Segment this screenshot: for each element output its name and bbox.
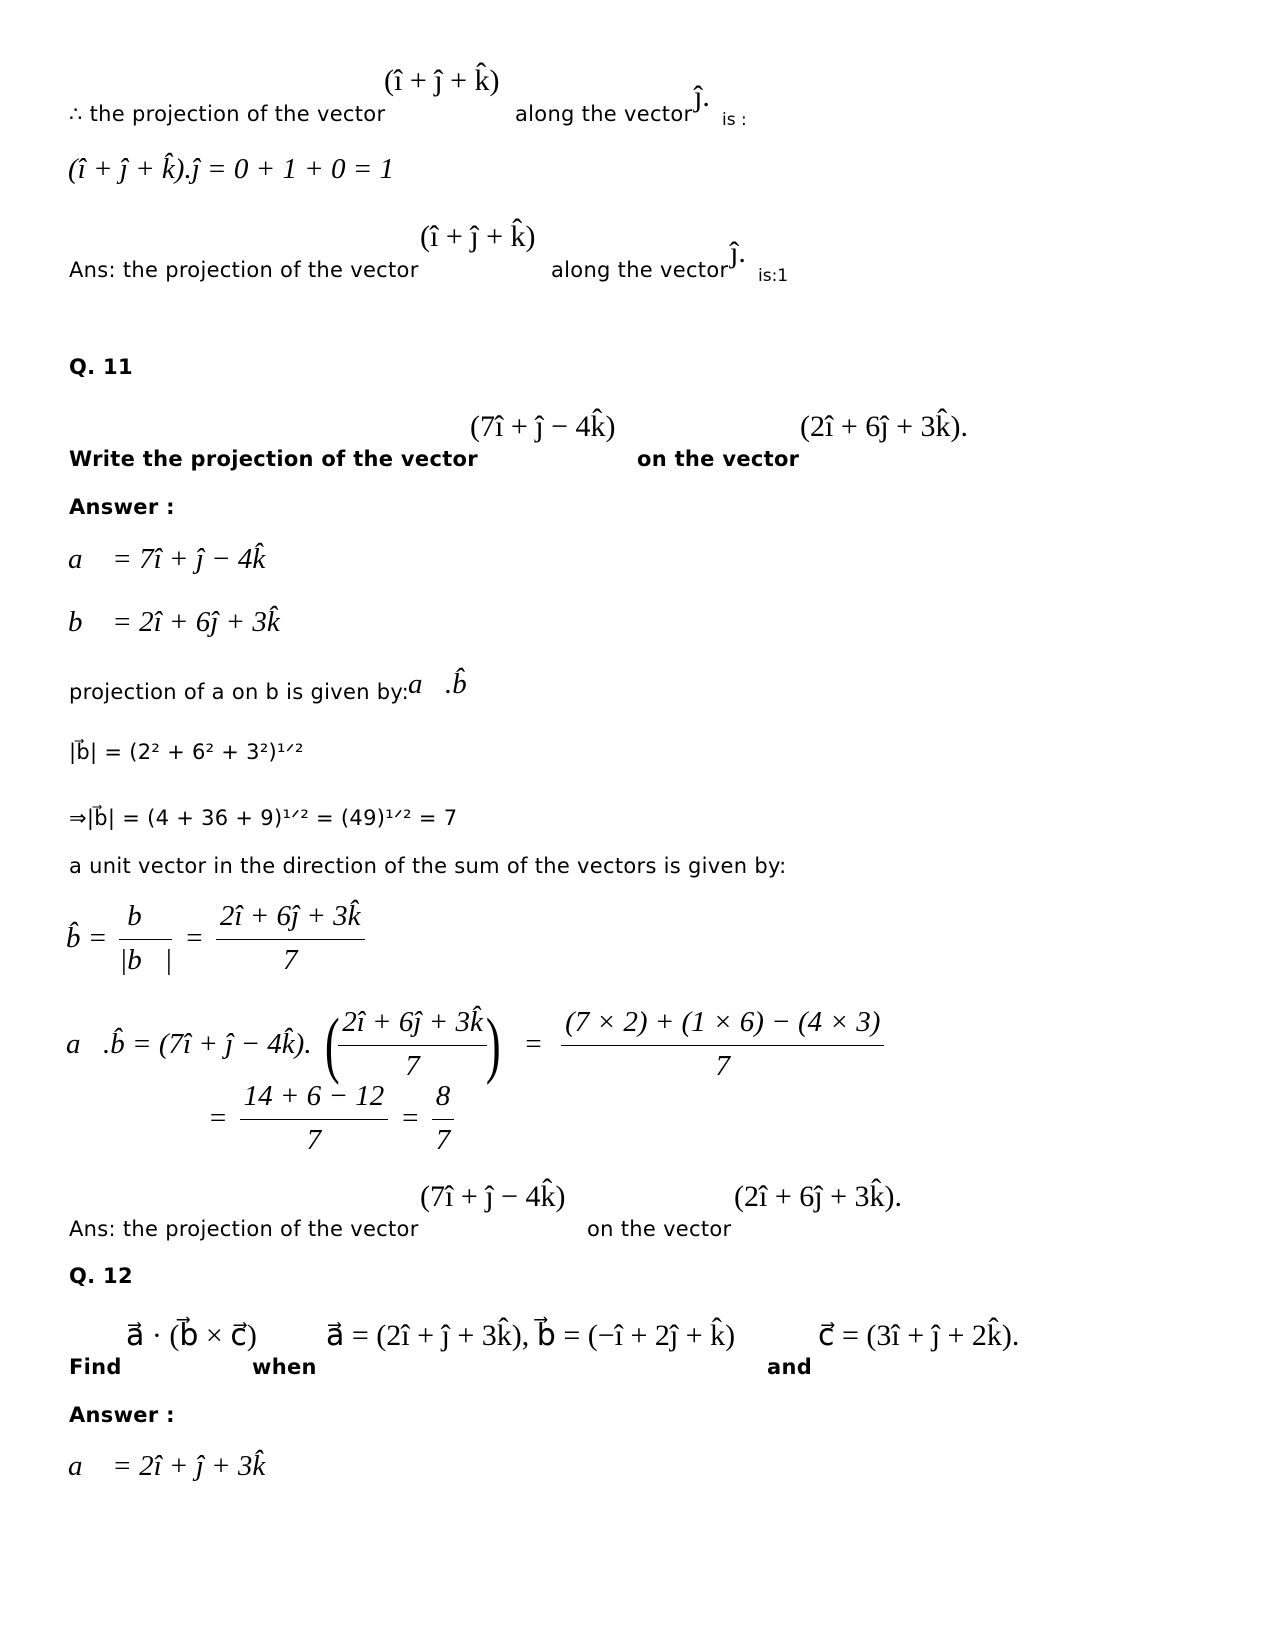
magnitude-b-formula: |b⃗| = (2² + 6² + 3²)¹ᐟ²	[69, 740, 304, 764]
is-label: is :	[722, 110, 747, 130]
fraction-denominator: 7	[715, 1050, 730, 1082]
vector-c-definition: c⃗ = (3î + ĵ + 2k̂).	[818, 1319, 1020, 1352]
fraction-denominator: 7	[282, 944, 298, 976]
answer-is-value: is:1	[758, 266, 789, 286]
product-sum-fraction	[561, 1006, 884, 1083]
unit-vector-b-equation	[66, 900, 365, 977]
answer-vector-i-j-k: (î + ĵ + k̂)	[420, 220, 536, 253]
a-dot-b-hat-equation	[66, 1003, 884, 1086]
fraction-numerator: b⃗	[127, 900, 165, 932]
a-dot-b-lhs: a⃗.b̂ = (7î + ĵ − 4k̂).	[66, 1028, 312, 1060]
fraction-denominator: 7	[405, 1050, 420, 1082]
b-hat-lhs: b̂ =	[66, 922, 108, 954]
vector-j: ĵ.	[694, 80, 710, 113]
question-11-vector-b: (2î + 6ĵ + 3k̂).	[800, 410, 968, 443]
vector-b-definition: b⃗ = 2î + 6ĵ + 3k̂	[68, 606, 280, 638]
equals-sign: =	[523, 1028, 544, 1060]
final-fraction	[432, 1080, 455, 1157]
answer-label: Answer :	[69, 495, 175, 519]
question-11-on-vector: on the vector	[637, 447, 800, 471]
answer-vector-a: (7î + ĵ − 4k̂)	[420, 1180, 566, 1213]
fraction-numerator: 14 + 6 − 12	[243, 1080, 385, 1112]
dot-product-expression: (î + ĵ + k̂).ĵ = 0 + 1 + 0 = 1	[68, 153, 395, 185]
fraction-numerator: 2î + 6ĵ + 3k̂	[342, 1006, 483, 1038]
answer-on-vector: on the vector	[587, 1217, 732, 1241]
left-paren: (	[324, 1003, 340, 1086]
along-vector-text: along the vector	[515, 102, 693, 126]
question-11-text: Write the projection of the vector	[69, 447, 478, 471]
fraction-denominator: 7	[306, 1124, 322, 1156]
question-12-label: Q. 12	[69, 1264, 133, 1288]
magnitude-b-result: ⇒|b⃗| = (4 + 36 + 9)¹ᐟ² = (49)¹ᐟ² = 7	[69, 806, 458, 830]
fraction-numerator: (7 × 2) + (1 × 6) − (4 × 3)	[565, 1006, 881, 1038]
vector-a-definition: a⃗ = 2î + ĵ + 3k̂	[68, 1450, 266, 1482]
answer-along-text: along the vector	[551, 258, 729, 282]
fraction-numerator: 8	[435, 1080, 451, 1112]
vectors-a-b-definition: a⃗ = (2î + ĵ + 3k̂), b⃗ = (−î + 2ĵ + k̂)	[326, 1319, 736, 1352]
right-paren: )	[485, 1003, 501, 1086]
fraction-numerator: 2î + 6ĵ + 3k̂	[219, 900, 361, 932]
equals-sign: =	[184, 922, 204, 954]
triple-product-expression: a⃗ · (b⃗ × c⃗)	[126, 1319, 257, 1352]
equals-sign: =	[400, 1102, 420, 1134]
vector-i-j-k: (î + ĵ + k̂)	[384, 64, 500, 97]
answer-projection-text: Ans: the projection of the vector	[69, 258, 419, 282]
fraction-denominator: |b⃗|	[119, 944, 173, 976]
question-11-vector-a: (7î + ĵ − 4k̂)	[470, 410, 616, 443]
answer-vector-b: (2î + 6ĵ + 3k̂).	[734, 1180, 902, 1213]
equals-sign: =	[208, 1102, 228, 1134]
question-12-when: when	[252, 1355, 317, 1379]
question-11-label: Q. 11	[69, 355, 133, 379]
vector-a-definition: a⃗ = 7î + ĵ − 4k̂	[68, 543, 266, 575]
answer-vector-j: ĵ.	[730, 236, 746, 269]
unit-vector-text: a unit vector in the direction of the sum of the vectors is given by:	[69, 854, 787, 878]
question-12-find: Find	[69, 1355, 122, 1379]
answer-projection-text: Ans: the projection of the vector	[69, 1217, 419, 1241]
projection-intro-text: ∴ the projection of the vector	[69, 102, 386, 126]
question-12-and: and	[767, 1355, 813, 1379]
b-over-magnitude-fraction	[119, 900, 172, 977]
projection-formula-text: projection of a on b is given by:	[69, 680, 410, 704]
projection-formula-expression: a⃗.b̂	[408, 668, 467, 700]
simplified-fraction	[240, 1080, 389, 1157]
simplification-equation	[208, 1080, 454, 1157]
fraction-denominator: 7	[435, 1124, 451, 1156]
b-unit-fraction	[216, 900, 365, 977]
answer-label: Answer :	[69, 1403, 175, 1427]
b-unit-fraction-inline	[338, 1006, 487, 1083]
